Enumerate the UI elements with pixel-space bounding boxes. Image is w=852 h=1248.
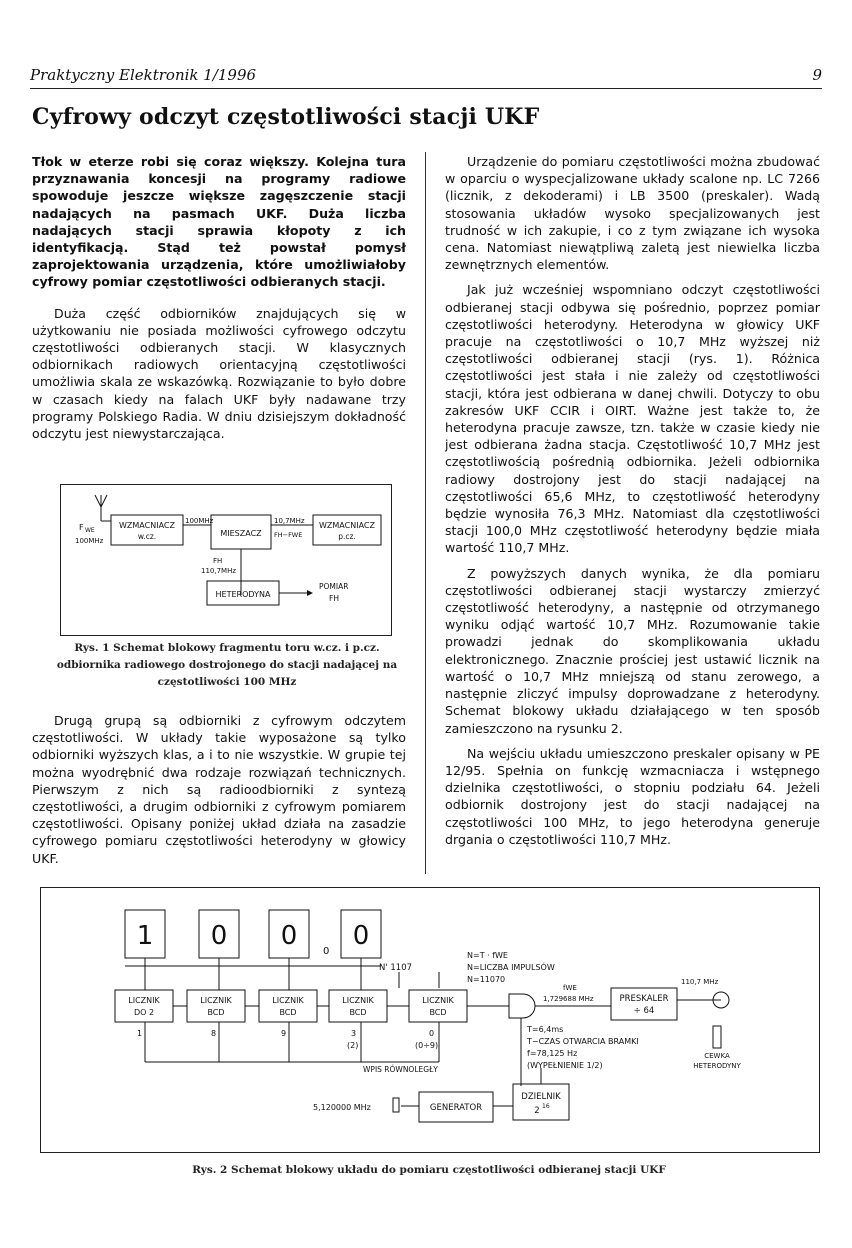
figure-2	[40, 887, 820, 1153]
n-formula-1: N=T · fWE	[467, 951, 508, 960]
fig1-fwe: F	[79, 523, 84, 532]
article-title: Cyfrowy odczyt częstotliwości stacji UKF	[32, 104, 540, 130]
fig1-amp2-l2: p.cz.	[338, 532, 356, 541]
paragraph: Na wejściu układu umieszczono preskaler opisany w PE 12/95. Spełnia on funkcję wzmacniacza i wstępnego dzielnika częstotliwości, o stopniu podziału 64. Jeżeli odbiornik dostrojony jest do stacji nadającej na częstotliwości 100 MHz, to jego heterodyna generuje drgania o częstotliwości 110,7 MHz.	[445, 745, 820, 847]
digit-2: 0	[210, 921, 228, 951]
fig1-fwe-sub: WE	[85, 527, 95, 534]
paragraph: Urządzenie do pomiaru częstotliwości można zbudować w oparciu o wyspecjalizowane układy scalone np. LC 7266 (licznik, z dekoderami) i LB 3500 (preskaler). Wadą stosowania układów wysoko specjalizowanych jest trudność w ich zakupie, i co z tym związane ich wysoka cena. Natomiast niewątpliwą zaletą jest niewielka liczba zewnętrznych elementów.	[445, 154, 820, 273]
counter-3-l1: LICZNIK	[272, 996, 304, 1005]
counter-1-l1: LICZNIK	[128, 996, 160, 1005]
fig1-fh-val: 110,7MHz	[201, 567, 237, 575]
counter-4-l2: BCD	[349, 1008, 367, 1017]
fig1-fwe-val: 100MHz	[75, 537, 104, 545]
page-number: 9	[812, 66, 822, 84]
divider-exp: 16	[542, 1103, 550, 1110]
fig1-fh: FH	[213, 557, 223, 565]
paragraph: Z powyższych danych wynika, że dla pomiaru częstotliwości odbieranej stacji wystarczy zmierzyć częstotliwość heterodyny, a następnie od otrzymanego wyniku odjąć wartość 10,7 MHz. Rozumowanie takie prowadzi jednak do skomplikowania układu elektronicznego. Znacznie prościej jest ustawić licznik na wartość o 10,7 MHz mniejszą od stanu zerowego, a następnie zliczyć impulsy doprowadzane z heterodyny. Schemat blokowy układu działającego w ten sposób zamieszczono na rysunku 2.	[445, 565, 820, 736]
preset-7: (0÷9)	[415, 1041, 439, 1050]
timing-2: T−CZAS OTWARCIA BRAMKI	[527, 1037, 639, 1046]
timing-1: T=6,4ms	[527, 1025, 564, 1034]
coil-l1: CEWKA	[704, 1052, 730, 1060]
preset-6: 0	[429, 1029, 435, 1038]
divider-l1: DZIELNIK	[521, 1092, 561, 1102]
fig1-link2a: 10,7MHz	[274, 517, 305, 525]
fig1-arrow	[307, 590, 313, 596]
prescaler-l1: PRESKALER	[619, 994, 669, 1004]
fwe-label: fWE	[563, 984, 577, 992]
n-label: N' 1107	[379, 963, 413, 973]
paragraph: Duża część odbiorników znajdujących się w użytkowaniu nie posiada możliwości cyfrowego odczytu częstotliwości odbieranych stacji. W klasycznych odbiornikach radiowych orientacyjną częstotliwości umożliwia skala ze wskazówką. Rozwiązanie to było dobre w czasach kiedy na falach UKF były nadawane trzy programy Polskiego Radia. W dniu dzisiejszym dokładność odczytu jest niewystarczająca.	[32, 305, 406, 442]
fig1-heterodyne: HETERODYNA	[215, 590, 271, 599]
counter-4-l1: LICZNIK	[342, 996, 374, 1005]
counter-3-l2: BCD	[279, 1008, 297, 1017]
fig1-measure-l1: POMIAR	[319, 582, 349, 591]
counter-1-l2: DO 2	[133, 1008, 155, 1017]
column-divider	[425, 152, 426, 874]
generator-label: GENERATOR	[429, 1103, 483, 1113]
figure-2-diagram	[41, 888, 819, 1152]
paragraph: Drugą grupą są odbiorniki z cyfrowym odczytem częstotliwości. W układy takie wyposażone są tylko odbiorniki wyższych klas, a i to nie wszystkie. W grupie tej można wyodrębnić dwa rodzaje rozwiązań technicznych. Pierwszym z nich są radioodbiorniki z syntezą częstotliwości, a drugim odbiorniki z cyfrowym pomiarem częstotliwości. Opisany poniżej układ działa na zasadzie cyfrowego pomiaru częstotliwości heterodyny w głowicy UKF.	[32, 713, 406, 866]
paragraph: Jak już wcześniej wspomniano odczyt częstotliwości odbieranej stacji odbywa się pośrednio, poprzez pomiar częstotliwości heterodyny. Heterodyna w głowicy UKF pracuje na częstotliwości o 10,7 MHz wyższej niż częstotliwości odbieranej stacji (rys. 1). Różnica częstotliwości jest stała i nie zależy od częstotliwości stacji, która jest odbierana w danej chwili. Dotyczy to obu zakresów UKF CCIR i OIRT. Ważne jest także to, że heterodyna pracuje zawsze, tzn. także w czasie kiedy nie jest odbierana żadna stacja. Częstotliwość 10,7 MHz jest częstotliwością pośrednią odbiornika. Jeżeli odbiornika radiowy dostrojony jest do stacji nadającej na częstotliwości 65,6 MHz, to częstotliwość heterodyny będzie wynosiła 76,3 MHz. Natomiast dla częstotliwości stacji 100,0 MHz częstotliwość heterodyny będzie miała wartość 110,7 MHz.	[445, 282, 820, 556]
divider-l2: 2	[534, 1106, 540, 1116]
freq-in: 110,7 MHz	[681, 978, 719, 986]
counter-2-l1: LICZNIK	[200, 996, 232, 1005]
preset-4: 3	[351, 1029, 357, 1038]
lead-paragraph: Tłok w eterze robi się coraz większy. Kolejna tura przyznawania koncesji na programy radiowe spowoduje jeszcze większe zagęszczenie stacji nadających na pasmach UKF. Duża liczba nadających stacji sprawia kłopoty z ich identyfikacją. Stąd też powstał pomysł zaprojektowania urządzenia, które umożliwiałoby cyfrowy pomiar częstotliwości odbieranych stacji.	[32, 154, 406, 290]
prescaler-l2: ÷ 64	[633, 1006, 655, 1016]
preset-3: 9	[281, 1029, 287, 1038]
preset-5: (2)	[347, 1041, 359, 1050]
figure-1-diagram	[61, 485, 391, 635]
preset-2: 8	[211, 1029, 217, 1038]
left-column-continued	[32, 712, 406, 875]
n-formula-2: N=LICZBA IMPULSÓW	[467, 963, 555, 972]
counter-2-l2: BCD	[207, 1008, 225, 1017]
fig1-measure-l2: FH	[329, 594, 339, 603]
left-column	[32, 153, 406, 450]
preset-1: 1	[137, 1029, 143, 1038]
figure-2-caption: Rys. 2 Schemat blokowy układu do pomiaru częstotliwości odbieranej stacji UKF	[192, 1164, 666, 1176]
crystal-freq: 5,120000 MHz	[313, 1103, 371, 1112]
coil-l2: HETERODYNY	[693, 1062, 741, 1070]
timing-4: (WYPEŁNIENIE 1/2)	[527, 1061, 603, 1070]
fig1-link2b: FH−FWE	[274, 531, 303, 539]
counter-5-l1: LICZNIK	[422, 996, 454, 1005]
journal-title: Praktyczny Elektronik 1/1996	[30, 66, 257, 84]
counter-5-l2: BCD	[429, 1008, 447, 1017]
n-formula-3: N=11070	[467, 975, 506, 984]
parallel-load: WPIS RÓWNOLEGŁY	[363, 1065, 438, 1074]
decimal-point: 0	[323, 946, 330, 957]
fig1-mixer: MIESZACZ	[220, 529, 262, 538]
fwe-value: 1,729688 MHz	[543, 995, 594, 1003]
fig1-amp1-l1: WZMACNIACZ	[119, 521, 175, 530]
digit-4: 0	[352, 921, 370, 951]
fig1-link1: 100MHz	[185, 517, 214, 525]
timing-3: f=78,125 Hz	[527, 1049, 578, 1058]
figure-1-caption: Rys. 1 Schemat blokowy fragmentu toru w.cz. i p.cz. odbiornika radiowego dostrojonego do stacji nadającej na częstotliwości 100 MHz	[56, 642, 398, 688]
fig1-amp1-l2: w.cz.	[137, 532, 157, 541]
figure-1	[60, 484, 392, 636]
digit-1: 1	[136, 921, 154, 951]
digit-3: 0	[280, 921, 298, 951]
right-column	[445, 153, 820, 856]
page-header	[30, 64, 822, 89]
fig1-amp2-l1: WZMACNIACZ	[319, 521, 375, 530]
